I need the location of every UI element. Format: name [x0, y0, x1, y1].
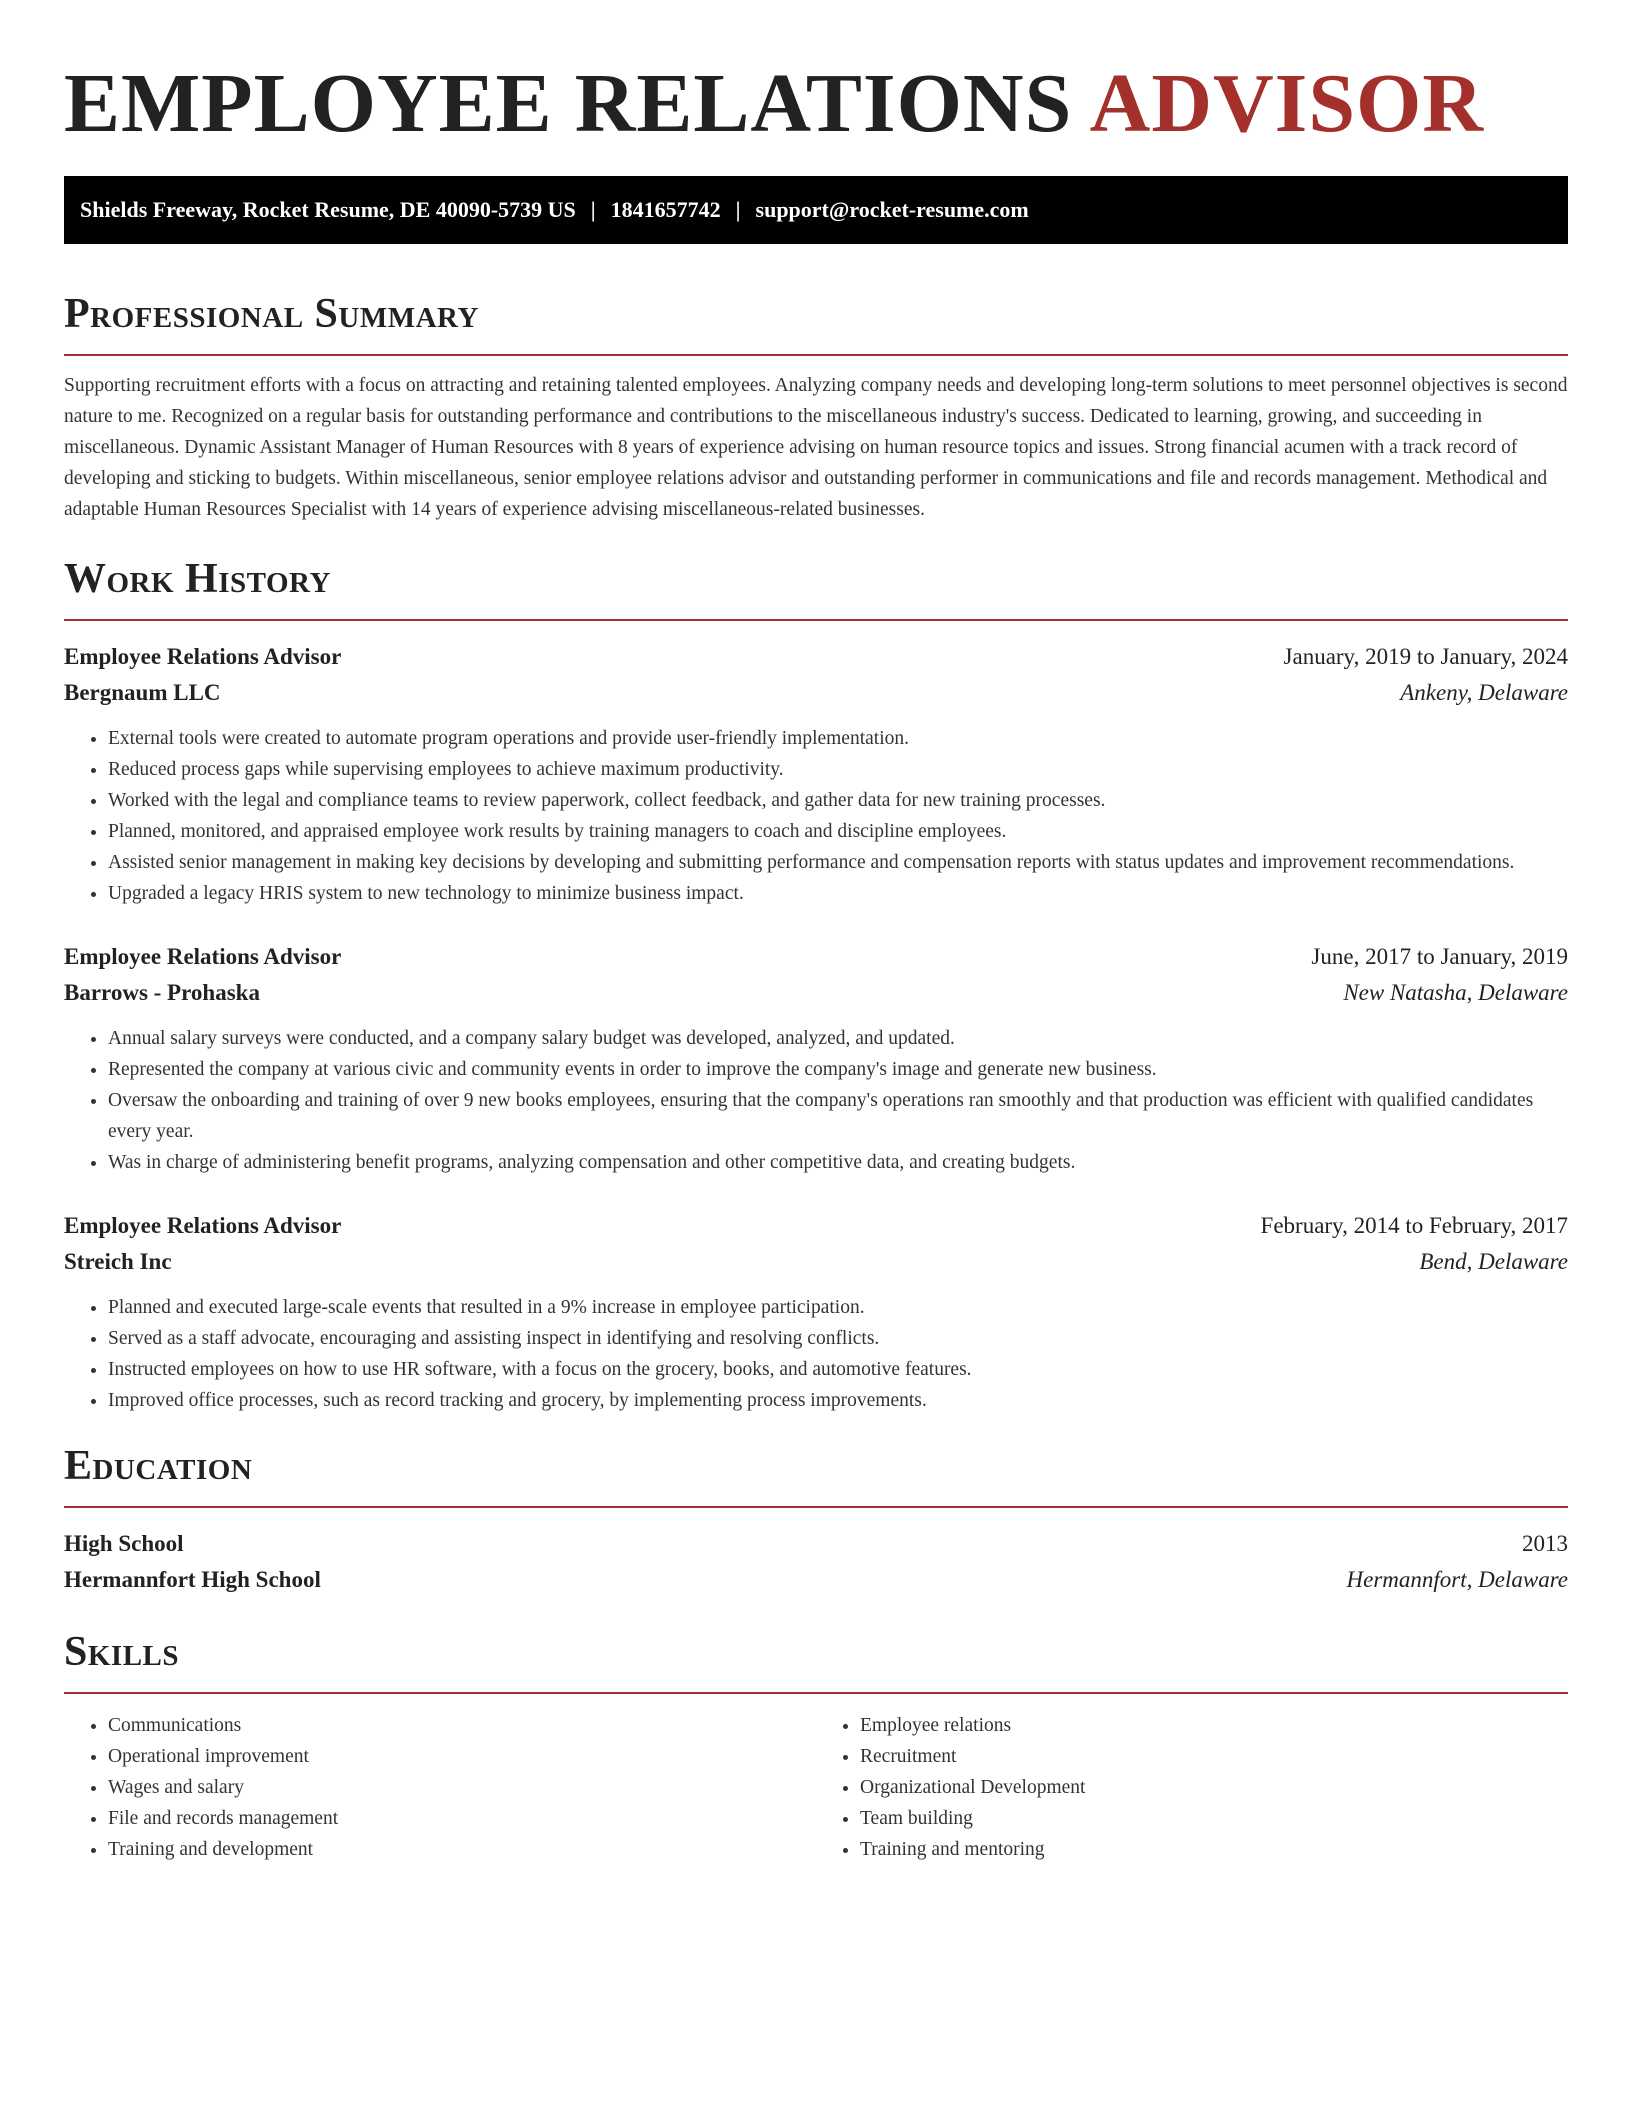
job-entry: [64, 1208, 1568, 1416]
skill-item: • Training and mentoring: [860, 1834, 1568, 1865]
education-degree: High School: [64, 1531, 184, 1556]
contact-separator: |: [735, 197, 741, 222]
job-bullet: • Worked with the legal and compliance teams to review paperwork, collect feedback, and gather data for new training processes.: [108, 785, 1568, 816]
job-position: Employee Relations Advisor: [64, 944, 342, 969]
skill-item: • Wages and salary: [108, 1772, 816, 1803]
contact-phone: 1841657742: [610, 197, 721, 222]
education-location: Hermannfort, Delaware: [1346, 1567, 1568, 1592]
job-dates: June, 2017 to January, 2019: [1311, 944, 1568, 969]
job-bullets: [64, 1023, 1568, 1178]
contact-bar: [64, 176, 1568, 244]
section-title-work-history: Work History: [64, 556, 331, 602]
job-bullet: • Served as a staff advocate, encouraging and assisting inspect in identifying and resolving conflicts.: [108, 1323, 1568, 1354]
skills-column-right: [816, 1710, 1568, 1865]
job-company: Barrows - Prohaska: [64, 980, 260, 1005]
section-divider: [64, 619, 1568, 621]
job-bullet: • Was in charge of administering benefit programs, analyzing compensation and other competitive data, and creating budgets.: [108, 1147, 1568, 1178]
contact-separator: |: [590, 197, 596, 222]
education-entry: [64, 1526, 1568, 1598]
summary-text: Supporting recruitment efforts with a focus on attracting and retaining talented employees. Analyzing company needs and developing long-term solutions to meet personnel objectives is second nature to me. Recognized on a regular basis for outstanding performance and contributions to the miscellaneous industry's success. Dedicated to learning, growing, and succeeding in miscellaneous. Dynamic Assistant Manager of Human Resources with 8 years of experience advising on human resource topics and issues. Strong financial acumen with a track record of developing and sticking to budgets. Within miscellaneous, senior employee relations advisor and outstanding performer in communications and file and records management. Methodical and adaptable Human Resources Specialist with 14 years of experience advising miscellaneous-related businesses.: [64, 375, 1568, 520]
job-bullet: • Instructed employees on how to use HR software, with a focus on the grocery, books, and automotive features.: [108, 1354, 1568, 1385]
summary-section: [64, 290, 1568, 525]
name-first: EMPLOYEE RELATIONS: [64, 57, 1073, 150]
job-bullets: [64, 723, 1568, 909]
job-dates: January, 2019 to January, 2024: [1283, 644, 1568, 669]
job-location: Bend, Delaware: [1419, 1249, 1568, 1274]
job-position: Employee Relations Advisor: [64, 1213, 342, 1238]
skills-column-left: [64, 1710, 816, 1865]
job-location: New Natasha, Delaware: [1343, 980, 1568, 1005]
job-bullet: • Planned, monitored, and appraised employee work results by training managers to coach and discipline employees.: [108, 816, 1568, 847]
skills-section: [64, 1628, 1568, 1865]
skills-list: [64, 1710, 1568, 1865]
section-title-skills: Skills: [64, 1629, 180, 1675]
skill-item: • Operational improvement: [108, 1741, 816, 1772]
resume-name: [64, 0, 1568, 152]
job-entry: [64, 639, 1568, 909]
contact-address: Shields Freeway, Rocket Resume, DE 40090-5739 US: [80, 197, 576, 222]
skill-item: • Employee relations: [860, 1710, 1568, 1741]
skill-item: • Recruitment: [860, 1741, 1568, 1772]
job-bullet: • Represented the company at various civic and community events in order to improve the company's image and generate new business.: [108, 1054, 1568, 1085]
work-history-section: [64, 555, 1568, 1416]
section-divider: [64, 354, 1568, 356]
job-bullet: • Assisted senior management in making key decisions by developing and submitting performance and compensation reports with status updates and improvement recommendations.: [108, 847, 1568, 878]
job-bullet: • External tools were created to automate program operations and provide user-friendly implementation.: [108, 723, 1568, 754]
skill-item: • File and records management: [108, 1803, 816, 1834]
job-entry: [64, 939, 1568, 1178]
skill-item: • Organizational Development: [860, 1772, 1568, 1803]
name-last: ADVISOR: [1089, 57, 1485, 150]
education-school: Hermannfort High School: [64, 1567, 321, 1592]
contact-email[interactable]: support@rocket-resume.com: [755, 197, 1029, 222]
job-bullet: • Upgraded a legacy HRIS system to new technology to minimize business impact.: [108, 878, 1568, 909]
job-bullets: [64, 1292, 1568, 1416]
section-divider: [64, 1692, 1568, 1694]
section-title-summary: Professional Summary: [64, 291, 479, 337]
job-bullet: • Planned and executed large-scale events that resulted in a 9% increase in employee participation.: [108, 1292, 1568, 1323]
skill-item: • Training and development: [108, 1834, 816, 1865]
job-company: Bergnaum LLC: [64, 680, 221, 705]
education-section: [64, 1442, 1568, 1598]
education-year: 2013: [1522, 1531, 1568, 1556]
skill-item: • Team building: [860, 1803, 1568, 1834]
job-company: Streich Inc: [64, 1249, 172, 1274]
section-title-education: Education: [64, 1443, 253, 1489]
job-location: Ankeny, Delaware: [1400, 680, 1568, 705]
job-bullet: • Oversaw the onboarding and training of over 9 new books employees, ensuring that the company's operations ran smoothly and that production was efficient with qualified candidates every year.: [108, 1085, 1568, 1147]
job-bullet: • Annual salary surveys were conducted, and a company salary budget was developed, analyzed, and updated.: [108, 1023, 1568, 1054]
job-bullet: • Improved office processes, such as record tracking and grocery, by implementing process improvements.: [108, 1385, 1568, 1416]
job-position: Employee Relations Advisor: [64, 644, 342, 669]
job-dates: February, 2014 to February, 2017: [1260, 1213, 1568, 1238]
skill-item: • Communications: [108, 1710, 816, 1741]
section-divider: [64, 1506, 1568, 1508]
job-bullet: • Reduced process gaps while supervising employees to achieve maximum productivity.: [108, 754, 1568, 785]
